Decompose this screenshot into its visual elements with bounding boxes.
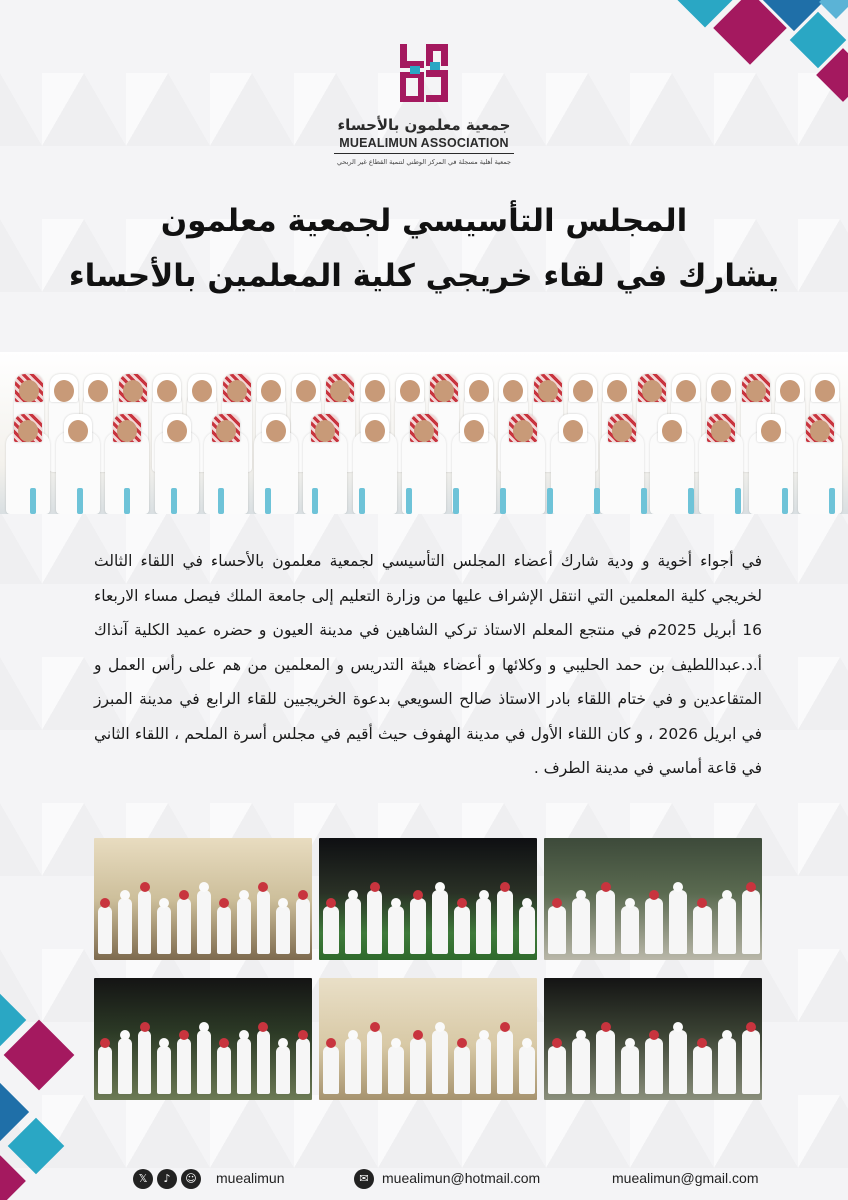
photo-face [469, 380, 489, 402]
gallery-person [476, 898, 492, 954]
gallery-headdress [100, 1038, 110, 1048]
photo-chair [547, 488, 553, 514]
gallery-person [410, 1038, 426, 1094]
gallery-person [718, 898, 736, 954]
email-gmail[interactable]: muealimun@gmail.com [612, 1170, 759, 1186]
gallery-headdress [625, 898, 635, 908]
gallery-person [548, 906, 566, 954]
gallery-person [237, 898, 251, 954]
photo-chair [124, 488, 130, 514]
gallery-person [596, 1030, 614, 1094]
gallery-headdress [746, 882, 756, 892]
gallery-headdress [435, 882, 445, 892]
gallery-person [645, 1038, 663, 1094]
gallery-person [742, 1030, 760, 1094]
gallery-person [645, 898, 663, 954]
photo-face [296, 380, 316, 402]
gallery-headdress [219, 898, 229, 908]
gallery-headdress [348, 1030, 358, 1040]
gallery-person [257, 1030, 271, 1094]
photo-face [810, 420, 830, 442]
photo-face [612, 420, 632, 442]
gallery-headdress [348, 890, 358, 900]
photo-chair [312, 488, 318, 514]
logo-arabic-name: جمعية معلمون بالأحساء [337, 116, 511, 134]
photo-face [227, 380, 247, 402]
footer-contact-bar [0, 1160, 848, 1200]
photo-face [54, 380, 74, 402]
gallery-person [621, 906, 639, 954]
gallery-person [345, 898, 361, 954]
photo-face [167, 420, 187, 442]
gallery-headdress [370, 1022, 380, 1032]
photo-face [192, 380, 212, 402]
gallery-person [217, 1046, 231, 1094]
gallery-person [138, 1030, 152, 1094]
gallery-person [237, 1038, 251, 1094]
photo-face [414, 420, 434, 442]
corner-decoration-top-right [648, 0, 848, 110]
photo-person [650, 432, 694, 514]
gallery-person [118, 898, 132, 954]
gallery-person [323, 1046, 339, 1094]
x-icon[interactable]: 𝕏 [133, 1169, 153, 1189]
gallery-person [454, 1046, 470, 1094]
photo-person [303, 432, 347, 514]
gallery-person [177, 898, 191, 954]
gallery-headdress [479, 1030, 489, 1040]
gallery-headdress [479, 890, 489, 900]
gallery-person [138, 890, 152, 954]
gallery-person [454, 906, 470, 954]
gallery-person [276, 1046, 290, 1094]
photo-chair [641, 488, 647, 514]
gallery-headdress [140, 1022, 150, 1032]
gallery-headdress [601, 1022, 611, 1032]
photo-chair [77, 488, 83, 514]
gallery-headdress [239, 1030, 249, 1040]
gallery-headdress [100, 898, 110, 908]
gallery-person [323, 906, 339, 954]
gallery-photo-2 [319, 838, 537, 960]
gallery-photo-4 [544, 978, 762, 1100]
logo-mark-icon [396, 44, 452, 106]
gallery-person [621, 1046, 639, 1094]
gallery-headdress [370, 882, 380, 892]
gallery-person [345, 1038, 361, 1094]
gallery-headdress [601, 882, 611, 892]
photo-chair [171, 488, 177, 514]
gallery-person [572, 1038, 590, 1094]
gallery-person [276, 906, 290, 954]
photo-chair [359, 488, 365, 514]
gallery-person [497, 1030, 513, 1094]
gallery-headdress [649, 890, 659, 900]
gallery-person [98, 906, 112, 954]
photo-face [117, 420, 137, 442]
gallery-headdress [722, 1030, 732, 1040]
gallery-person [742, 890, 760, 954]
gallery-photo-1 [544, 838, 762, 960]
photo-person [798, 432, 842, 514]
photo-person [501, 432, 545, 514]
gallery-headdress [435, 1022, 445, 1032]
snapchat-icon[interactable]: ☺ [181, 1169, 201, 1189]
photo-gallery [94, 838, 762, 1100]
gallery-headdress [140, 882, 150, 892]
photo-face [662, 420, 682, 442]
gallery-headdress [219, 1038, 229, 1048]
gallery-person [718, 1038, 736, 1094]
photo-face [18, 420, 38, 442]
social-handle[interactable]: muealimun [216, 1170, 285, 1186]
mail-icon: ✉ [354, 1169, 374, 1189]
gallery-headdress [326, 1038, 336, 1048]
page-title-line-1: المجلس التأسيسي لجمعية معلمون [160, 203, 688, 239]
photo-chair [594, 488, 600, 514]
gallery-person [367, 890, 383, 954]
gallery-person [519, 1046, 535, 1094]
photo-face [642, 380, 662, 402]
gallery-person [693, 906, 711, 954]
photo-chair [265, 488, 271, 514]
photo-face [538, 380, 558, 402]
photo-chair [829, 488, 835, 514]
association-logo [334, 44, 514, 166]
photo-face [573, 380, 593, 402]
gallery-headdress [649, 1030, 659, 1040]
photo-chair [735, 488, 741, 514]
gallery-headdress [326, 898, 336, 908]
photo-person [6, 432, 50, 514]
photo-chair [688, 488, 694, 514]
photo-chair [406, 488, 412, 514]
gallery-person [548, 1046, 566, 1094]
photo-person [254, 432, 298, 514]
photo-face [400, 380, 420, 402]
photo-person [551, 432, 595, 514]
photo-face [266, 420, 286, 442]
gallery-person [432, 890, 448, 954]
photo-face [365, 380, 385, 402]
photo-face [68, 420, 88, 442]
page-title-line-2: يشارك في لقاء خريجي كلية المعلمين بالأحساء [68, 258, 780, 294]
gallery-person [669, 1030, 687, 1094]
gallery-headdress [120, 890, 130, 900]
gallery-person [98, 1046, 112, 1094]
gallery-headdress [457, 898, 467, 908]
logo-english-name: MUEALIMUN ASSOCIATION [334, 136, 514, 154]
gallery-person [572, 898, 590, 954]
photo-face [746, 380, 766, 402]
gallery-photo-3 [94, 838, 312, 960]
gallery-person [367, 1030, 383, 1094]
photo-face [711, 380, 731, 402]
gallery-person [669, 890, 687, 954]
gallery-person [217, 906, 231, 954]
gallery-person [177, 1038, 191, 1094]
gallery-person [596, 890, 614, 954]
photo-face [464, 420, 484, 442]
article-paragraph: في أجواء أخوية و ودية شارك أعضاء المجلس التأسيسي لجمعية معلمون بالأحساء في اللقاء الثالث لخريجي كلية المعلمين التي انتقل الإشراف عليها من وزارة التعليم إلى جامعة الملك فيصل مساء الاربعاء 16 أبريل 2025م في منتجع المعلم الاستاذ تركي الشاهين في مدينة العيون و حضره عميد الكلية آنذاك أ.د.عبداللطيف بن حمد الحليبي و وكلائها و أعضاء هيئة التدريس و المعلمين من هم على رأس العمل و المتقاعدين و في ختام اللقاء بادر الاستاذ صالح السويعي بدعوة الخريجيين للقاء الرابع في مدينة المبرز في ابريل 2026 ، و كان اللقاء الأول في مدينة الهفوف حيث أقيم في مجلس أسرة الملحم ، اللقاء الثاني في قاعة أماسي في مدينة الطرف . [94, 552, 762, 777]
gallery-person [388, 1046, 404, 1094]
gallery-person [432, 1030, 448, 1094]
gallery-headdress [457, 1038, 467, 1048]
gallery-person [519, 906, 535, 954]
photo-face [761, 420, 781, 442]
photo-chair [30, 488, 36, 514]
gallery-photo-5 [319, 978, 537, 1100]
gallery-person [157, 1046, 171, 1094]
gallery-person [693, 1046, 711, 1094]
gallery-headdress [199, 882, 209, 892]
photo-face [711, 420, 731, 442]
gallery-headdress [199, 1022, 209, 1032]
gallery-headdress [239, 890, 249, 900]
photo-face [563, 420, 583, 442]
photo-face [216, 420, 236, 442]
photo-face [815, 380, 835, 402]
tiktok-icon[interactable]: ♪ [157, 1169, 177, 1189]
gallery-person [257, 890, 271, 954]
photo-face [19, 380, 39, 402]
gallery-headdress [625, 1038, 635, 1048]
photo-face [365, 420, 385, 442]
gallery-headdress [120, 1030, 130, 1040]
gallery-person [410, 898, 426, 954]
photo-chair [500, 488, 506, 514]
gallery-person [296, 1038, 310, 1094]
gallery-person [157, 906, 171, 954]
email-hotmail[interactable]: muealimun@hotmail.com [382, 1170, 541, 1186]
gallery-person [476, 1038, 492, 1094]
photo-person [600, 432, 644, 514]
logo-subtitle: جمعية أهلية مسجلة في المركز الوطني لتنمية القطاع غير الربحي [336, 158, 512, 166]
photo-face [315, 420, 335, 442]
photo-face [513, 420, 533, 442]
photo-chair [453, 488, 459, 514]
photo-chair [782, 488, 788, 514]
gallery-person [497, 890, 513, 954]
gallery-person [197, 890, 211, 954]
gallery-photo-6 [94, 978, 312, 1100]
gallery-person [118, 1038, 132, 1094]
photo-person [204, 432, 248, 514]
photo-face [123, 380, 143, 402]
group-photo [0, 352, 848, 514]
gallery-headdress [722, 890, 732, 900]
gallery-headdress [746, 1022, 756, 1032]
photo-chair [218, 488, 224, 514]
gallery-person [388, 906, 404, 954]
gallery-person [197, 1030, 211, 1094]
gallery-person [296, 898, 310, 954]
